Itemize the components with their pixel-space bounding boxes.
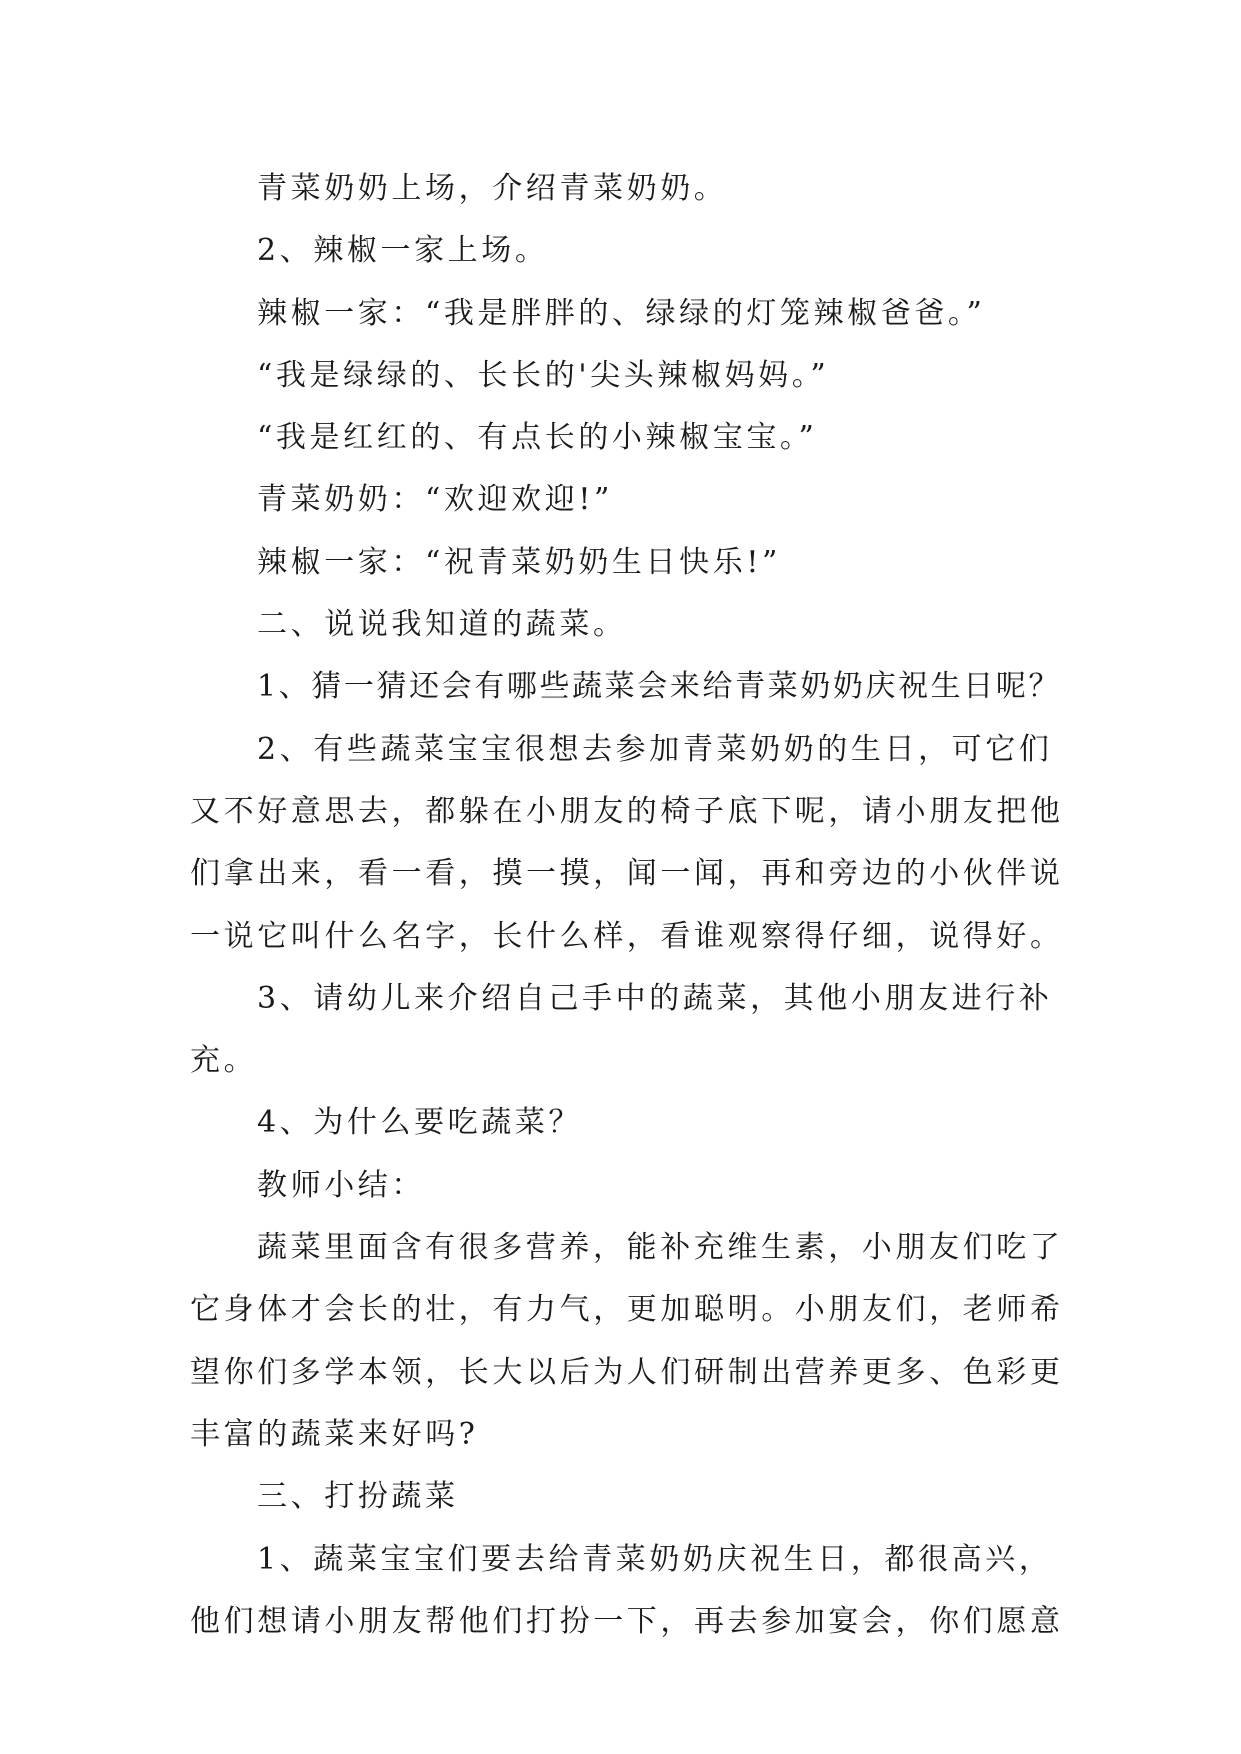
paragraph-6: 青菜奶奶：“欢迎欢迎!” <box>257 482 613 518</box>
paragraph-12: 4、为什么要吃蔬菜？ <box>257 1105 583 1141</box>
paragraph-3: 辣椒一家：“我是胖胖的、绿绿的灯笼辣椒爸爸。” <box>257 295 986 331</box>
paragraph-4: “我是绿绿的、长长的'尖头辣椒妈妈。” <box>257 357 830 393</box>
document-body <box>190 158 1070 1653</box>
section-heading-3: 三、打扮蔬菜 <box>257 1479 459 1515</box>
paragraph-14: 蔬菜里面含有很多营养，能补充维生素，小朋友们吃了它身体才会长的壮，有力气，更加聪明。小朋友们，老师希望你们多学本领，长大以后为人们研制出营养更多、色彩更丰富的蔬菜来好吗? <box>190 1230 1064 1452</box>
paragraph-5: “我是红红的、有点长的小辣椒宝宝。” <box>257 420 818 456</box>
section-heading-2: 二、说说我知道的蔬菜。 <box>257 607 627 643</box>
paragraph-9: 1、猜一猜还会有哪些蔬菜会来给青菜奶奶庆祝生日呢？ <box>257 669 1062 705</box>
paragraph-13: 教师小结： <box>257 1167 425 1203</box>
paragraph-2: 2、辣椒一家上场。 <box>257 233 549 269</box>
paragraph-11: 3、请幼儿来介绍自己手中的蔬菜，其他小朋友进行补充。 <box>190 980 1053 1079</box>
paragraph-16: 1、蔬菜宝宝们要去给青菜奶奶庆祝生日，都很高兴，他们想请小朋友帮他们打扮一下，再去参加宴会，你们愿意 <box>190 1541 1064 1639</box>
paragraph-10: 2、有些蔬菜宝宝很想去参加青菜奶奶的生日，可它们又不好意思去，都躲在小朋友的椅子底下呢，请小朋友把他们拿出来，看一看，摸一摸，闻一闻，再和旁边的小伙伴说一说它叫什么名字，长什么样，看谁观察得仔细，说得好。 <box>190 731 1064 954</box>
paragraph-7: 辣椒一家：“祝青菜奶奶生日快乐!” <box>257 544 781 580</box>
paragraph-1: 青菜奶奶上场，介绍青菜奶奶。 <box>257 171 728 206</box>
